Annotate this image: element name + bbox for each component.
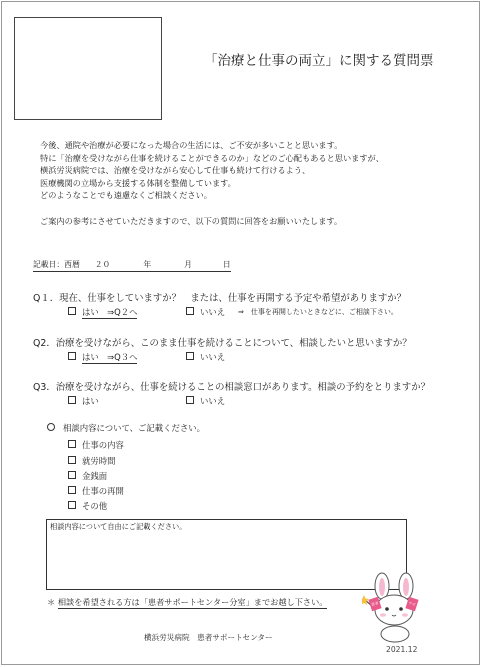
- record-year-label: 年: [143, 260, 152, 269]
- free-comment-box[interactable]: [46, 519, 407, 590]
- q1-no-checkbox[interactable]: [186, 307, 194, 315]
- footnote-center: 「患者サポートセンター分室」: [139, 597, 254, 607]
- q2-no-checkbox[interactable]: [186, 352, 194, 360]
- consult-item-label: 就労時間: [82, 456, 116, 466]
- record-date-underline: [33, 271, 231, 272]
- q1-no-option[interactable]: [186, 306, 225, 318]
- consult-item-checkbox[interactable]: [68, 456, 76, 464]
- consult-item[interactable]: [68, 485, 124, 497]
- consult-item[interactable]: [68, 439, 124, 451]
- q2-no-option[interactable]: [186, 351, 225, 363]
- intro-line: ご案内の参考にさせていただきますので、以下の質問に回答をお願いいたします。: [40, 215, 343, 226]
- consult-heading-text: 相談内容について、ご記載ください。: [63, 423, 206, 433]
- consult-item-label: その他: [82, 501, 108, 511]
- mascot-badge-right: サポ: [407, 600, 417, 608]
- footnote-prefix: 相談を希望される方は: [57, 597, 140, 607]
- consult-item-checkbox[interactable]: [68, 501, 76, 509]
- q2-yes-label: はい ⇒Q３へ: [82, 352, 138, 362]
- footer-date: 2021.12: [386, 645, 418, 654]
- footnote-suffix: までお越し下さい。: [253, 597, 328, 607]
- intro-line: 医療機関の立場から支援する体制を整備しています。: [40, 177, 236, 188]
- question-1: Q１．現在、仕事をしていますか？ または、仕事を再開する予定や希望がありますか？: [33, 293, 407, 304]
- consult-item-label: 金銭面: [82, 471, 108, 481]
- intro-text: [40, 139, 384, 227]
- questionnaire-page: [1, 1, 480, 665]
- record-date-label: 記載日：西暦: [33, 260, 80, 269]
- footer-organization: 横浜労災病院 患者サポートセンター: [144, 633, 273, 642]
- q3-yes-label: はい: [82, 396, 99, 406]
- consult-item-label: 仕事の内容: [82, 440, 124, 450]
- q3-no-label: いいえ: [200, 396, 226, 406]
- q3-no-option[interactable]: [186, 395, 225, 407]
- circle-bullet-icon: [47, 423, 55, 431]
- consult-heading: [47, 422, 205, 434]
- consult-item[interactable]: [68, 470, 107, 482]
- q1-yes-option[interactable]: [68, 306, 137, 318]
- q3-no-checkbox[interactable]: [186, 396, 194, 404]
- q1-yes-label: はい ⇒Q２へ: [82, 307, 138, 317]
- photo-placeholder-box: [14, 17, 162, 120]
- record-date: [33, 259, 231, 270]
- consult-item-checkbox[interactable]: [68, 440, 76, 448]
- question-3: Q3．治療を受けながら、仕事を続けることの相談窓口があります。相談の予約をとりますか？: [33, 382, 430, 393]
- question-2: Q2．治療を受けながら、このまま仕事を続けることについて、相談したいと思いますか？: [33, 338, 412, 349]
- q2-yes-option[interactable]: [68, 351, 137, 363]
- q1-no-note: ⇒ 仕事を再開したいときなどに、ご相談下さい。: [238, 308, 398, 316]
- intro-line: 特に「治療を受けながら仕事を続けることができるのか」などのご心配もあると思いますが、: [40, 152, 384, 163]
- consult-item[interactable]: [68, 455, 116, 467]
- footnote: [47, 597, 327, 608]
- record-date-value[interactable]: ２０: [94, 260, 111, 269]
- mascot-badge-left: 患者: [370, 600, 380, 608]
- rabbit-mascot-icon: [362, 572, 432, 644]
- q2-no-label: いいえ: [200, 352, 226, 362]
- intro-line: 今後、通院や治療が必要になった場合の生活には、ご不安が多いことと思います。: [40, 140, 343, 150]
- q1-no-label: いいえ: [200, 307, 226, 317]
- q2-yes-checkbox[interactable]: [68, 352, 76, 360]
- consult-item-checkbox[interactable]: [68, 486, 76, 494]
- q3-yes-checkbox[interactable]: [68, 396, 76, 404]
- consult-item-label: 仕事の再開: [82, 486, 124, 496]
- page-title: 「治療と仕事の両立」に関する質問票: [204, 53, 434, 69]
- record-month-label: 月: [184, 260, 192, 269]
- q1-yes-checkbox[interactable]: [68, 307, 76, 315]
- q3-yes-option[interactable]: [68, 395, 99, 407]
- asterisk-mark: ＊: [47, 597, 56, 607]
- consult-item[interactable]: [68, 500, 107, 512]
- consult-item-checkbox[interactable]: [68, 471, 76, 479]
- intro-line: 横浜労災病院では、治療を受けながら安心して仕事も続けて行けるよう、: [40, 165, 311, 176]
- intro-line: どのようなことでも遠慮なくご相談ください。: [40, 190, 212, 201]
- record-day-label: 日: [222, 260, 231, 269]
- free-comment-label: 相談内容について自由にご記載ください。: [50, 522, 187, 531]
